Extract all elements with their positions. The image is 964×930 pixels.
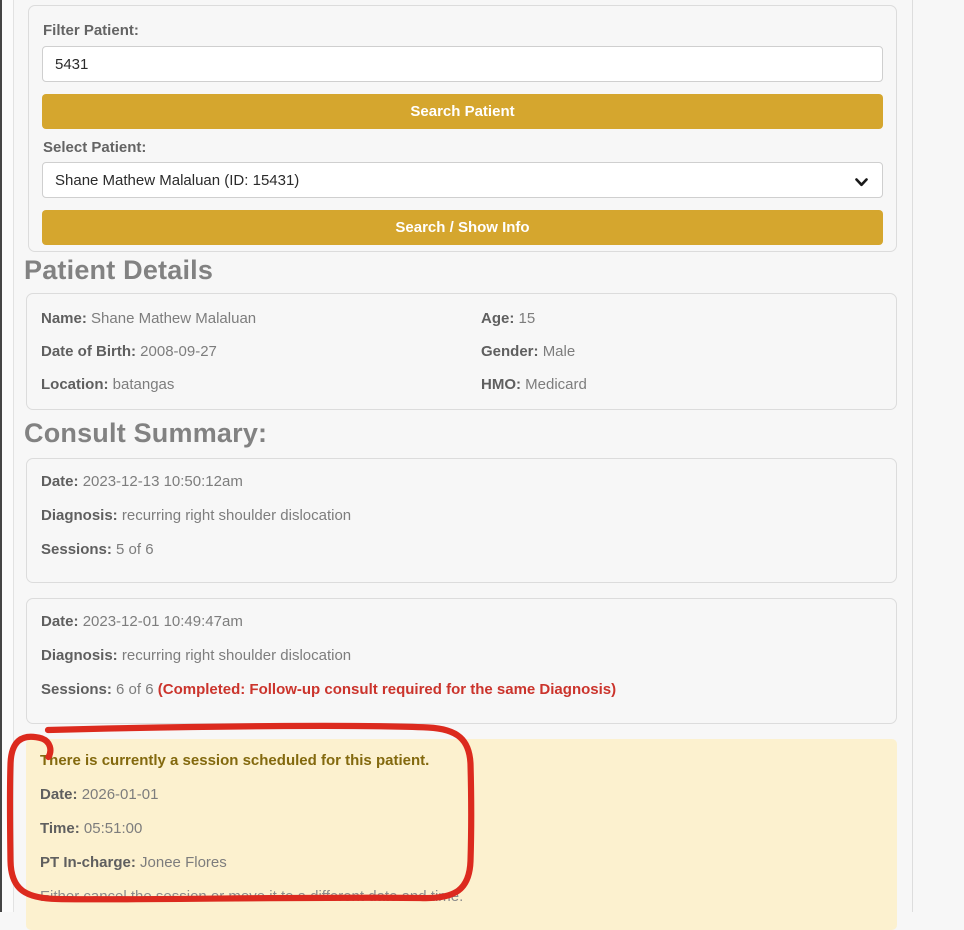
diagnosis-value: recurring right shoulder dislocation xyxy=(121,507,352,524)
sessions-value: 5 of 6 xyxy=(116,541,154,558)
age-label: Age: xyxy=(481,310,515,327)
sessions-value: 6 of 6 xyxy=(116,681,154,698)
alert-instruction: Either cancel the session or move it to a different date and time. xyxy=(40,888,464,905)
diagnosis-label: Diagnosis: xyxy=(41,507,118,524)
alert-time-row xyxy=(40,819,883,838)
consult-diagnosis-row xyxy=(41,646,882,665)
time-label: Time: xyxy=(40,820,80,837)
hmo-value: Medicard xyxy=(525,376,587,393)
consult-card-1 xyxy=(26,458,897,583)
consult-sessions-row xyxy=(41,680,882,699)
patient-details-heading: Patient Details xyxy=(24,255,214,285)
alert-pt-row xyxy=(40,853,883,872)
sessions-label: Sessions: xyxy=(41,541,112,558)
filter-patient-label: Filter Patient: xyxy=(43,22,139,39)
patient-select-value: Shane Mathew Malaluan (ID: 15431) xyxy=(55,171,300,189)
date-label: Date: xyxy=(41,473,79,490)
chevron-down-icon xyxy=(855,174,868,191)
gender-label: Gender: xyxy=(481,343,539,360)
date-value: 2023-12-01 10:49:47am xyxy=(82,613,243,630)
left-gutter xyxy=(2,0,14,912)
diagnosis-value: recurring right shoulder dislocation xyxy=(121,647,352,664)
scheduled-session-alert xyxy=(26,739,897,930)
patient-dob-row xyxy=(41,342,481,361)
alert-title: There is currently a session scheduled for this patient. xyxy=(40,752,430,769)
patient-gender-row xyxy=(481,342,882,361)
search-show-info-button[interactable]: Search / Show Info xyxy=(42,210,883,245)
sessions-completed-note: (Completed: Follow-up consult required for the same Diagnosis) xyxy=(157,681,617,698)
diagnosis-label: Diagnosis: xyxy=(41,647,118,664)
content-right-divider xyxy=(912,0,913,912)
consult-date-row xyxy=(41,612,882,631)
patient-name-row xyxy=(41,309,481,328)
age-value: 15 xyxy=(518,310,536,327)
patient-age-row xyxy=(481,309,882,328)
date-label: Date: xyxy=(41,613,79,630)
date-value: 2026-01-01 xyxy=(81,786,159,803)
search-patient-button[interactable]: Search Patient xyxy=(42,94,883,129)
patient-hmo-row xyxy=(481,375,882,394)
gender-value: Male xyxy=(542,343,576,360)
filter-patient-input[interactable] xyxy=(42,46,883,82)
consult-card-2 xyxy=(26,598,897,724)
dob-value: 2008-09-27 xyxy=(140,343,217,360)
consult-diagnosis-row xyxy=(41,506,882,525)
consult-summary-heading: Consult Summary: xyxy=(24,418,268,448)
dob-label: Date of Birth: xyxy=(41,343,136,360)
patient-details-card xyxy=(26,293,897,410)
alert-date-row xyxy=(40,785,883,804)
date-value: 2023-12-13 10:50:12am xyxy=(82,473,243,490)
select-patient-label: Select Patient: xyxy=(43,139,147,156)
consult-date-row xyxy=(41,472,882,491)
patient-location-row xyxy=(41,375,481,394)
patient-select[interactable] xyxy=(42,162,883,198)
name-value: Shane Mathew Malaluan xyxy=(91,310,257,327)
hmo-label: HMO: xyxy=(481,376,521,393)
patient-search-form xyxy=(28,5,897,252)
sessions-label: Sessions: xyxy=(41,681,112,698)
pt-incharge-label: PT In-charge: xyxy=(40,854,136,871)
location-label: Location: xyxy=(41,376,109,393)
date-label: Date: xyxy=(40,786,78,803)
location-value: batangas xyxy=(112,376,175,393)
time-value: 05:51:00 xyxy=(83,820,143,837)
name-label: Name: xyxy=(41,310,87,327)
consult-sessions-row xyxy=(41,540,882,559)
pt-incharge-value: Jonee Flores xyxy=(140,854,227,871)
